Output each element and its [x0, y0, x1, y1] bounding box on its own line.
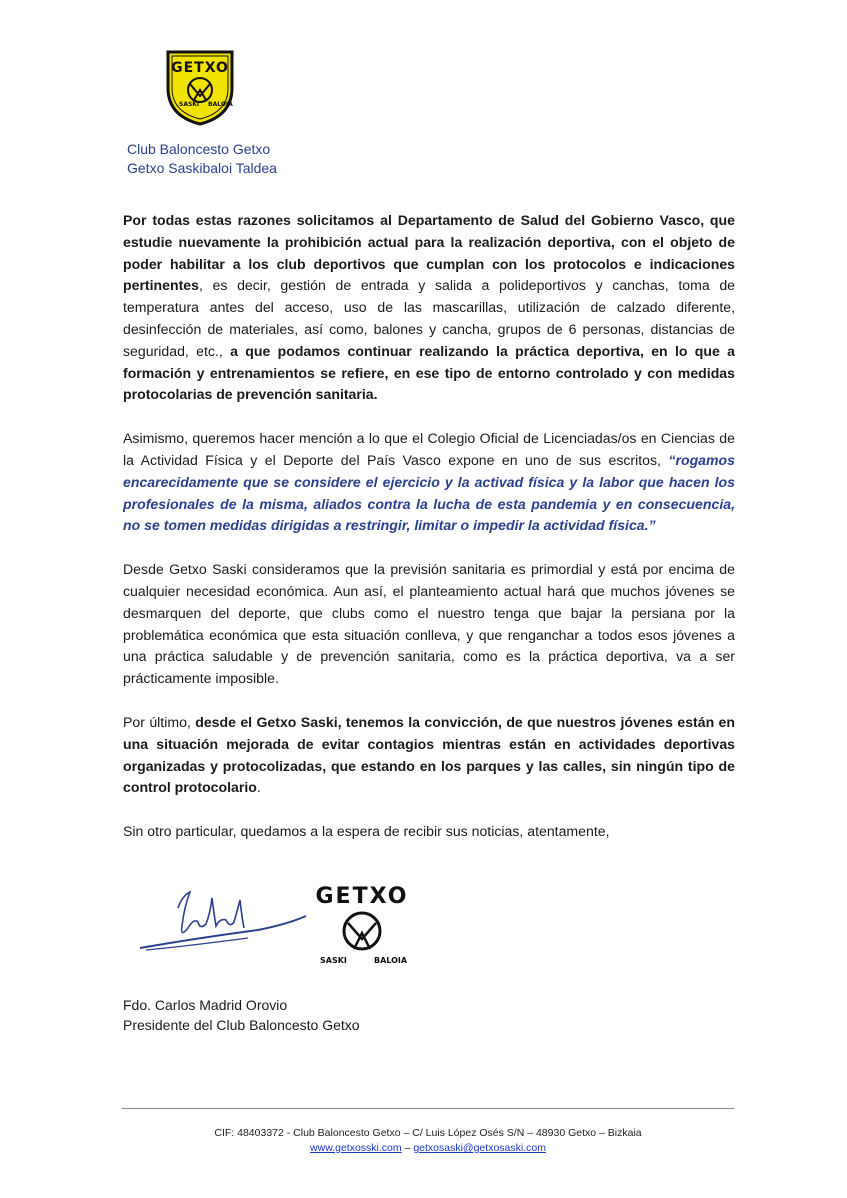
paragraph-closing: Sin otro particular, quedamos a la espera de recibir sus noticias, atentamente,	[123, 823, 610, 840]
quote-intro: Asimismo, queremos hacer mención a lo que el Colegio Oficial de Licenciadas/os en Ciencias de la Actividad Física y el Deporte del País Vasco expone en uno de sus escritos,	[123, 430, 735, 468]
signer-name: Fdo. Carlos Madrid Orovio	[123, 997, 288, 1013]
svg-text:GETXO: GETXO	[315, 884, 409, 909]
letter-body	[123, 210, 735, 865]
svg-text:SASKI: SASKI	[179, 101, 200, 108]
conviction-intro: Por último,	[123, 713, 196, 730]
paragraph-conviction	[123, 712, 735, 799]
signer-block	[123, 995, 360, 1035]
footer	[122, 1126, 734, 1156]
website-link[interactable]: www.getxosski.com	[310, 1142, 402, 1154]
request-bold-a: Por todas estas razones solicitamos al Departamento de Salud del Gobierno Vasco, que estudie nuevamente la prohibición actual para la realización deportiva, con el objeto de poder habilitar a los club deportivos que cumplan con los protocolos e indicaciones pertinentes	[123, 212, 735, 294]
request-bold-b: a que podamos continuar realizando la práctica deportiva, en lo que a formación y entrenamientos se refiere, en ese tipo de entorno controlado y con medidas protocolarias de prevención sanitaria.	[123, 342, 735, 403]
club-name-eu: Getxo Saskibaloi Taldea	[127, 160, 277, 176]
footer-divider	[122, 1108, 734, 1109]
request-normal: , es decir, gestión de entrada y salida a polideportivos y canchas, toma de temperatura antes del acceso, uso de las mascarillas, utilización de calzado diferente, desinfección de materiales, así como, balones y cancha, grupos de 6 personas, distancias de seguridad, etc.,	[123, 277, 735, 359]
svg-text:BALOIA: BALOIA	[374, 956, 408, 965]
footer-links	[122, 1141, 734, 1156]
paragraph-health: Desde Getxo Saski consideramos que la previsión sanitaria es primordial y está por encima de cualquier necesidad económica. Aun así, el planteamiento actual hará que muchos jóvenes se desmarquen del deporte, que clubs como el nuestro tenga que bajar la persiana por la problemática económica que esta situación conlleva, y que renganchar a todos esos jóvenes a una práctica saludable y de prevención sanitaria, como es la práctica deportiva, va a ser prácticamente imposible.	[123, 561, 735, 687]
svg-text:BALOIA: BALOIA	[208, 101, 233, 108]
email-link[interactable]: getxosaski@getxosaski.com	[413, 1142, 546, 1154]
svg-text:GETXO: GETXO	[171, 60, 229, 76]
paragraph-request	[123, 210, 735, 406]
conviction-bold: desde el Getxo Saski, tenemos la convicción, de que nuestros jóvenes están en una situación mejorada de evitar contagios mientras están en actividades deportivas organizadas y protocolizadas, que estando en los parques y las calles, sin ningún tipo de control protocolario	[123, 713, 736, 796]
club-stamp	[306, 875, 418, 975]
signer-role: Presidente del Club Baloncesto Getxo	[123, 1017, 360, 1033]
svg-text:SASKI: SASKI	[320, 956, 347, 965]
club-name-es: Club Baloncesto Getxo	[127, 141, 271, 157]
club-logo	[160, 46, 240, 126]
footer-address: CIF: 48403372 - Club Baloncesto Getxo – C/ Luis López Osés S/N – 48930 Getxo – Bizkaia	[214, 1127, 642, 1139]
club-name-block	[127, 140, 277, 178]
footer-separator: –	[401, 1142, 414, 1154]
signature	[138, 878, 308, 958]
conviction-end: .	[256, 779, 261, 796]
quote-text: “rogamos encarecidamente que se considere el ejercicio y la activad física y la labor que hacen los profesionales de la misma, aliados contra la lucha de esta pandemia y en consecuencia, no se tomen medidas dirigidas a restringir, limitar o impedir la actividad física.”	[123, 451, 735, 534]
paragraph-quote	[123, 428, 735, 537]
